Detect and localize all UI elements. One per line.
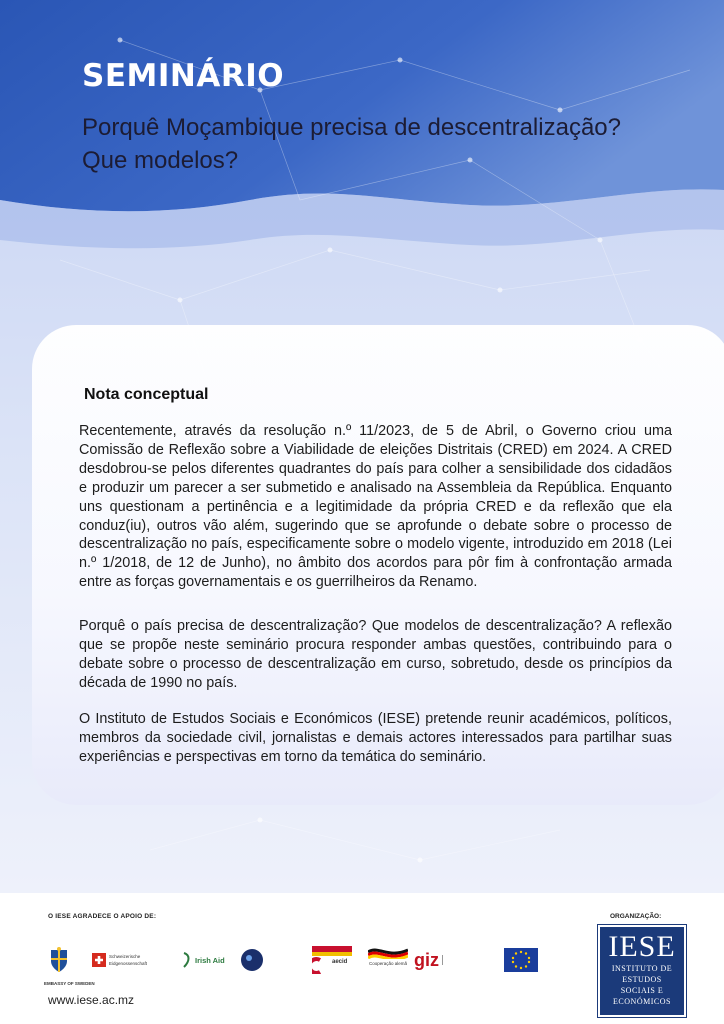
iese-logo-line-4: ECONÓMICOS xyxy=(613,997,671,1006)
irish-aid-icon xyxy=(182,951,192,969)
iese-logo-acronym: IESE xyxy=(608,930,676,963)
paragraph-1: Recentemente, através da resolução n.º 11/2023, de 5 de Abril, o Governo criou uma Comissão de Reflexão sobre a Viabilidade de eleições Distritais (CRED) em 2024. A CRED desdobrou-se pelos diferentes quadrantes do país para colher a sensibilidade dos cidadãos e produzir um parecer a ser submetido e analisado na Assembleia da República. Enquanto uns questionam a pertinência e a legitimidade da própria CRED e da reflexão que ela conduz(iu), outros vão além, sugerindo que se aprofunde o debate sobre o processo de descentralização no país, especificamente sobre o modelo vigente, introduzido em 2018 (Lei n.º 1/2018, de 12 de Junho), no âmbito dos acordos para pôr fim à confrontação armada entre as forças governamentais e os guerrilheiros da Renamo. xyxy=(79,423,672,591)
paragraph-2: Porquê o país precisa de descentralização? Que modelos de descentralização? A reflexão que se propõe neste seminário procura responder ambas questões, contribuindo para o debate sobre o processo de descentralização em curso, sobretudo, desde os princípios da década de 1990 no país. xyxy=(79,618,672,691)
swiss-cross-icon xyxy=(92,953,106,967)
iese-logo-line-2: ESTUDOS xyxy=(622,975,662,984)
sponsor-sweden-label: EMBASSY OF SWEDEN xyxy=(44,980,95,986)
eu-flag-icon xyxy=(504,948,538,972)
sponsor-globe xyxy=(240,945,264,975)
organization-label: ORGANIZAÇÃO: xyxy=(610,913,662,920)
iese-logo xyxy=(598,925,686,1017)
iese-logo-line-3: SOCIAIS E xyxy=(620,986,664,995)
sponsor-german-cooperation: Cooperação alemã xyxy=(368,945,408,975)
seminar-subtitle xyxy=(82,111,682,177)
website-link[interactable]: www.iese.ac.mz xyxy=(48,993,135,1007)
globe-logo-icon xyxy=(240,948,264,972)
subtitle-line-1: Porquê Moçambique precisa de descentralização? xyxy=(82,114,621,141)
sponsor-aecid: aecid xyxy=(312,945,352,975)
seminar-title: SEMINÁRIO xyxy=(82,58,285,94)
support-label: O IESE AGRADECE O APOIO DE: xyxy=(48,913,157,920)
subtitle-line-2: Que modelos? xyxy=(82,147,239,174)
sponsor-giz xyxy=(414,945,490,975)
german-flag-icon xyxy=(368,945,408,959)
section-heading: Nota conceptual xyxy=(84,386,209,403)
sponsor-swiss: Schweizerische Eidgenossenschaft xyxy=(92,945,167,975)
paragraph-3: O Instituto de Estudos Sociais e Económicos (IESE) pretende reunir académicos, políticos, membros da sociedade civil, jornalistas e demais actores interessados para partilhar suas experiências e perspectivas em torno da temática do seminário. xyxy=(79,711,672,765)
sponsor-eu xyxy=(504,945,538,975)
giz-icon: giz xyxy=(414,950,439,970)
sponsor-irish-aid: Irish Aid xyxy=(182,945,225,975)
iese-logo-line-1: INSTITUTO DE xyxy=(611,964,673,973)
